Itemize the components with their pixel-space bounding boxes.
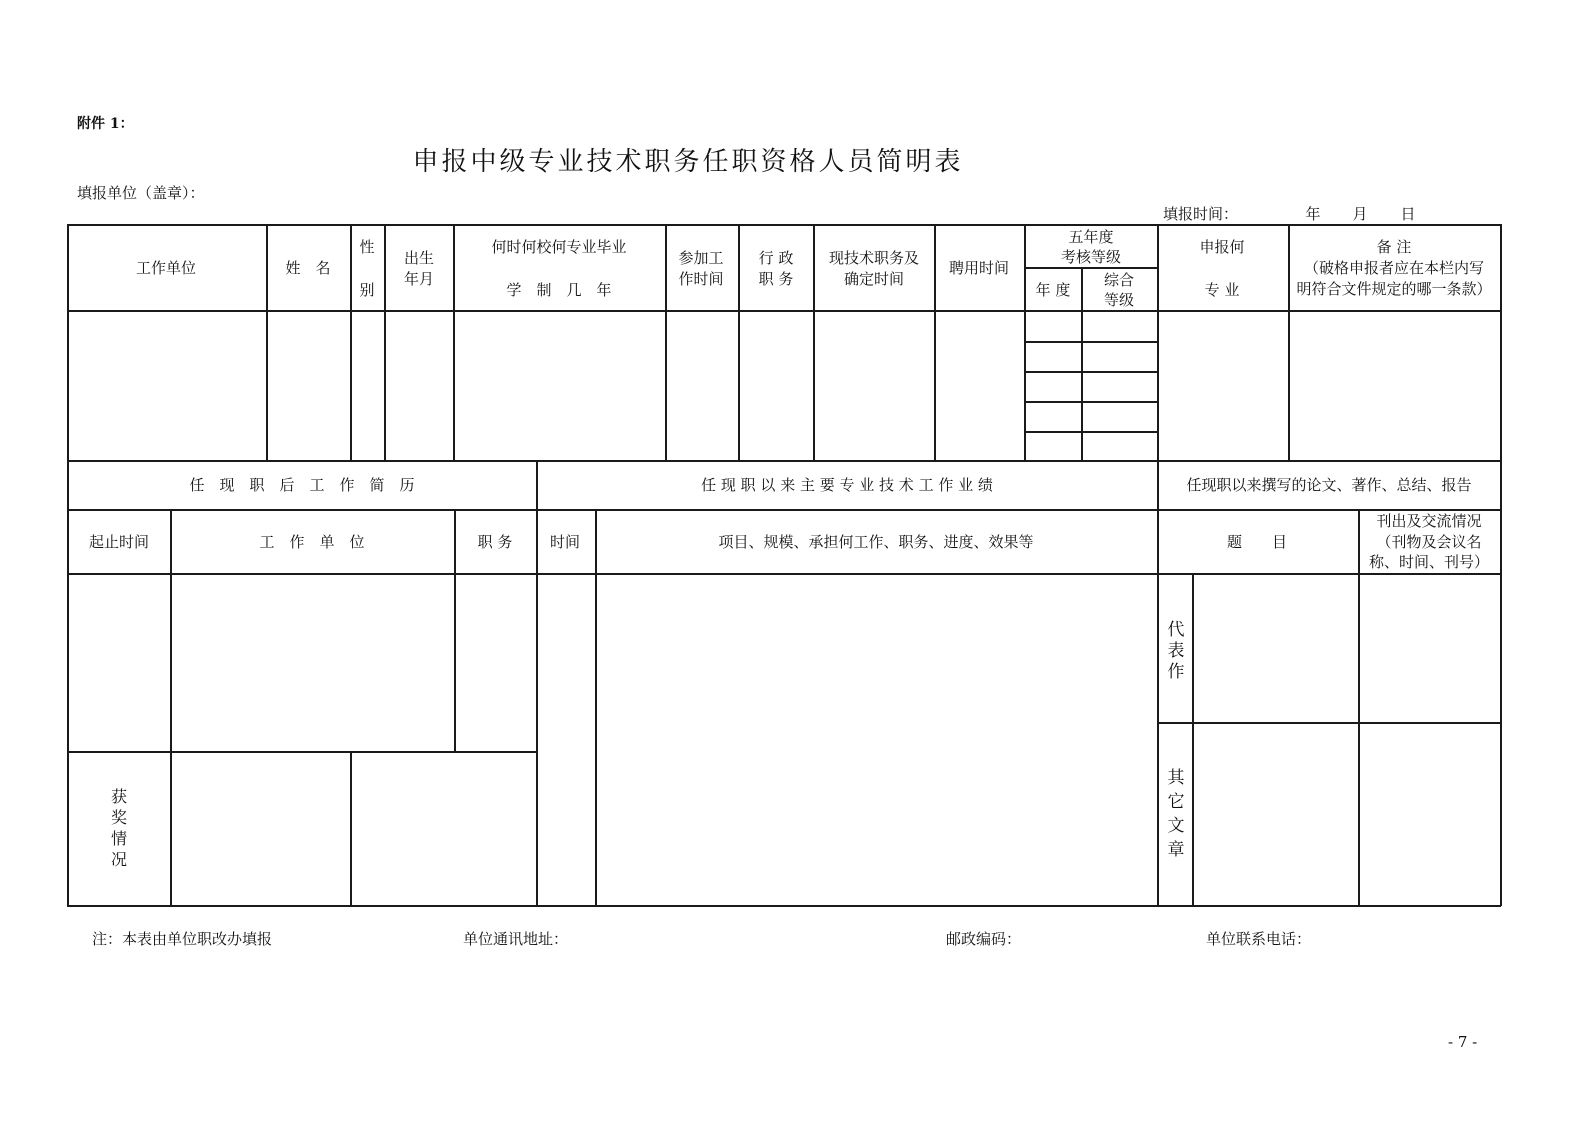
col-five-year-1: 五年度 <box>1068 228 1114 246</box>
sub-post: 职 务 <box>477 533 513 551</box>
col-assessment-year: 年 度 <box>1035 281 1071 299</box>
sub-period: 起止时间 <box>88 533 150 551</box>
section-papers: 任现职以来撰写的论文、著作、总结、报告 <box>1186 476 1472 494</box>
col-gender-2: 别 <box>359 281 375 299</box>
col-remark-1: 备 注 <box>1376 238 1412 256</box>
sub-publication-2: （刊物及会议名 <box>1376 533 1482 551</box>
sub-topic: 题 目 <box>1226 533 1288 551</box>
col-apply-major-2: 专 业 <box>1204 281 1240 299</box>
col-hire-time: 聘用时间 <box>948 259 1010 277</box>
sub-publication-3: 称、时间、刊号） <box>1368 553 1490 571</box>
col-five-year-2: 考核等级 <box>1060 248 1122 266</box>
date-year: 年 <box>1305 205 1321 223</box>
col-name: 姓 名 <box>285 259 331 277</box>
sub-time: 时间 <box>549 533 581 551</box>
footer-address-label: 单位通讯地址： <box>463 930 569 948</box>
section-achievements: 任 现 职 以 来 主 要 专 业 技 术 工 作 业 绩 <box>701 476 993 494</box>
date-month: 月 <box>1352 205 1368 223</box>
col-grade-1: 综合 <box>1103 271 1135 289</box>
sub-publication-1: 刊出及交流情况 <box>1376 512 1482 530</box>
col-join-work-2: 作时间 <box>678 270 724 288</box>
col-admin-post-2: 职 务 <box>758 270 794 288</box>
col-admin-post-1: 行 政 <box>758 249 794 267</box>
col-work-unit: 工作单位 <box>135 259 197 277</box>
sub-project: 项目、规模、承担何工作、职务、进度、效果等 <box>718 533 1034 551</box>
page-number: - 7 - <box>1448 1033 1478 1051</box>
col-apply-major-1: 申报何 <box>1199 238 1245 256</box>
filling-unit-label: 填报单位（盖章）： <box>77 184 205 202</box>
col-birth-2: 年月 <box>403 270 435 288</box>
col-grade-2: 等级 <box>1103 291 1135 309</box>
attachment-label: 附件 1： <box>77 116 134 132</box>
footer-phone-label: 单位联系电话： <box>1206 930 1312 948</box>
col-current-position-2: 确定时间 <box>843 270 905 288</box>
awards-label: 获奖情况 <box>110 787 127 869</box>
col-graduation-2: 学 制 几 年 <box>506 281 612 299</box>
section-work-history: 任 现 职 后 工 作 简 历 <box>189 476 415 494</box>
other-articles-label: 其它文章 <box>1167 768 1185 860</box>
col-graduation-1: 何时何校何专业毕业 <box>491 238 627 256</box>
date-day: 日 <box>1400 205 1416 223</box>
filling-date-label: 填报时间： <box>1163 205 1239 223</box>
footer-postcode-label: 邮政编码： <box>946 930 1022 948</box>
col-join-work-1: 参加工 <box>678 249 724 267</box>
col-remark-2: （破格申报者应在本栏内写 <box>1303 259 1485 277</box>
page-title: 申报中级专业技术职务任职资格人员简明表 <box>412 147 964 177</box>
representative-works-label: 代表作 <box>1167 620 1185 682</box>
col-remark-3: 明符合文件规定的哪一条款） <box>1296 280 1492 298</box>
footer-note: 注：本表由单位职改办填报 <box>92 930 273 948</box>
sub-work-unit: 工 作 单 位 <box>259 533 365 551</box>
col-current-position-1: 现技术职务及 <box>828 249 920 267</box>
col-gender-1: 性 <box>359 238 375 256</box>
col-birth-1: 出生 <box>403 249 435 267</box>
